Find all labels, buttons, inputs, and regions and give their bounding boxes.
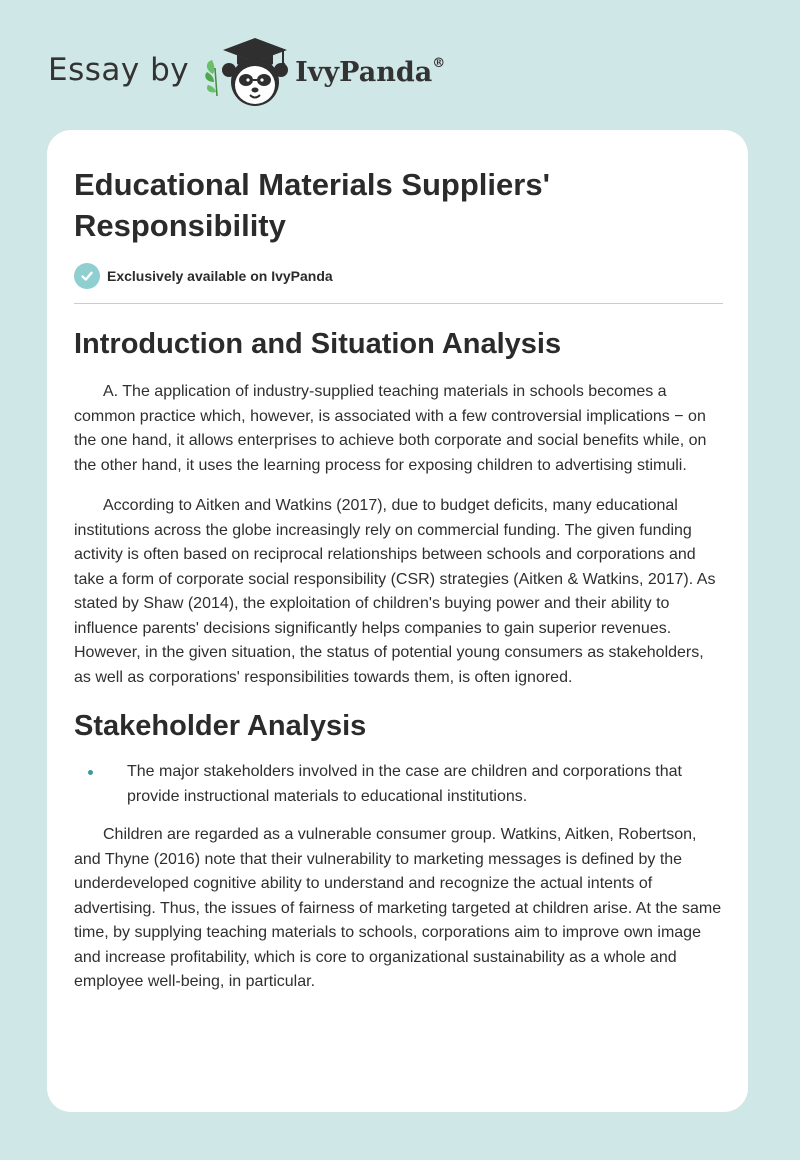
essay-title: Educational Materials Suppliers' Responsibility bbox=[74, 167, 550, 243]
paragraph: Children are regarded as a vulnerable consumer group. Watkins, Aitken, Robertson, and Thyne (2016) note that their vulnerability to marketing messages is defined by the underdeveloped cognitive ability to understand and recognize the actual intents of advertising. Thus, the issues of fairness of marketing targeted at children arise. At the same time, by supplying teaching materials to schools, corporations aim to improve own image and increase profitability, which is core to organizational sustainability as a whole and employee well-being, in particular. bbox=[74, 826, 722, 990]
site-header bbox=[48, 34, 445, 106]
essay-card bbox=[47, 130, 748, 1112]
section-heading-stakeholder: Stakeholder Analysis bbox=[74, 710, 367, 742]
list-item-text: The major stakeholders involved in the case are children and corporations that provide instructional materials to educational institutions. bbox=[127, 763, 682, 805]
registered-mark: ® bbox=[432, 55, 446, 71]
brand-text: IvyPanda bbox=[295, 56, 433, 88]
bullet-icon bbox=[88, 770, 93, 775]
exclusive-text: Exclusively available on IvyPanda bbox=[107, 268, 333, 284]
essay-by-label: Essay by bbox=[48, 52, 190, 88]
list-item bbox=[74, 760, 724, 809]
stakeholder-list bbox=[74, 760, 724, 809]
exclusive-badge bbox=[74, 263, 333, 289]
section-heading-introduction: Introduction and Situation Analysis bbox=[74, 328, 562, 360]
essay-body bbox=[74, 320, 724, 1011]
brand-name bbox=[295, 57, 445, 88]
paragraph: According to Aitken and Watkins (2017), due to budget deficits, many educational institutions across the globe increasingly rely on commercial funding. The given funding activity is often based on reciprocal relationships between schools and corporations and take a form of corporate social responsibility (CSR) strategies (Aitken & Watkins, 2017). As stated by Shaw (2014), the exploitation of children's buying power and their ability to influence parents' decisions significantly helps companies to gain superior revenues. However, in the given situation, the status of potential young consumers as stakeholders, as well as corporations' responsibilities towards them, is often ignored. bbox=[74, 497, 716, 686]
paragraph: A. The application of industry-supplied teaching materials in schools becomes a common practice which, however, is associated with a few controversial implications − on the one hand, it allows enterprises to achieve both corporate and social benefits while, on the other hand, it uses the learning process for exposing children to advertising stimuli. bbox=[74, 383, 707, 474]
check-circle-icon bbox=[74, 263, 100, 289]
panda-logo-icon bbox=[203, 34, 289, 106]
title-divider bbox=[74, 303, 723, 304]
ivypanda-logo[interactable] bbox=[203, 34, 445, 106]
